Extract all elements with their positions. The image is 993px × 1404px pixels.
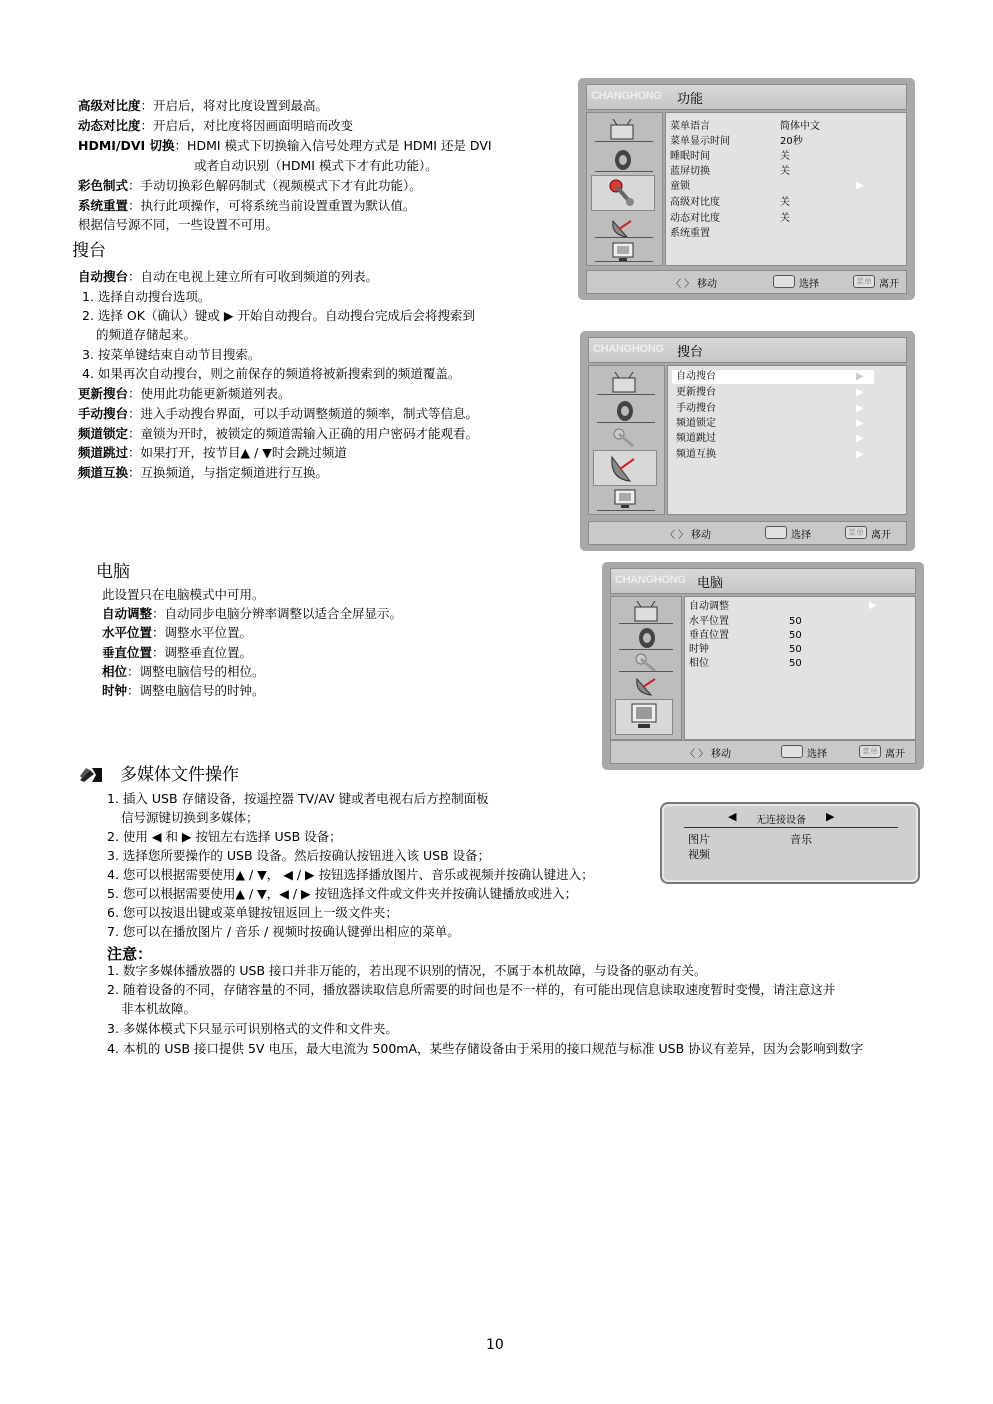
text-line: 频道锁定：童锁为开时，被锁定的频道需输入正确的用户密码才能观看。: [78, 426, 479, 441]
sound-speaker-icon[interactable]: [607, 149, 639, 171]
menu-key-icon: 菜单: [853, 275, 875, 288]
text-line: 3. 多媒体模式下只显示可识别格式的文件和文件夹。: [107, 1021, 398, 1036]
menu-item-label[interactable]: 动态对比度: [670, 213, 720, 224]
menu-item-label[interactable]: 自动调整: [689, 601, 729, 612]
menu-item-label[interactable]: 垂直位置: [689, 630, 729, 641]
submenu-arrow-icon: ▶: [856, 387, 864, 398]
move-arrows-icon: 〈 〉: [671, 279, 695, 290]
function-tools-icon[interactable]: [591, 175, 655, 211]
panel-titlebar: [586, 84, 907, 110]
pc-monitor-icon[interactable]: [607, 241, 639, 263]
menu-body: [684, 596, 916, 740]
text-line: 更新搜台：使用此功能更新频道列表。: [78, 386, 291, 401]
hint-exit: 离开: [879, 279, 899, 290]
note-heading: 注意：: [107, 945, 153, 963]
section-heading-pc: 电脑: [96, 562, 130, 582]
panel-title: 电脑: [697, 576, 724, 591]
tv-picture-icon[interactable]: [631, 601, 663, 623]
menu-item-label[interactable]: 手动搜台: [676, 403, 716, 414]
text-line: 1. 数字多媒体播放器的 USB 接口并非万能的，若出现不识别的情况，不属于本机故障，与设备的驱动有关。: [107, 963, 707, 978]
text-line: 时钟：调整电脑信号的时钟。: [102, 683, 265, 698]
text-line: 动态对比度：开启后，对比度将因画面明暗而改变: [78, 118, 354, 133]
menu-item-label[interactable]: 频道锁定: [676, 418, 716, 429]
menu-item-label[interactable]: 自动搜台: [676, 371, 716, 382]
menu-item-label[interactable]: 蓝屏切换: [670, 166, 710, 177]
menu-item-value: 50: [789, 616, 802, 627]
move-arrows-icon: 〈 〉: [665, 530, 689, 541]
menu-item-value: 20秒: [780, 136, 803, 147]
text-line: 系统重置：执行此项操作，可将系统当前设置重置为默认值。: [78, 198, 416, 213]
hint-select: 选择: [791, 530, 811, 541]
note-pen-icon: [78, 766, 104, 784]
text-line: 3. 按菜单键结束自动节目搜索。: [82, 347, 261, 362]
brand-logo: CHANGHONG: [591, 90, 662, 102]
text-line: 高级对比度：开启后，将对比度设置到最高。: [78, 98, 329, 113]
move-arrows-icon: 〈 〉: [685, 749, 709, 760]
menu-item-value: 关: [780, 166, 790, 177]
tv-picture-icon[interactable]: [607, 119, 639, 141]
brand-logo: CHANGHONG: [593, 343, 664, 355]
text-line: 4. 本机的 USB 接口提供 5V 电压，最大电流为 500mA，某些存储设备由于采用的接口规范与标准 USB 协议有差异，因为会影响到数字: [107, 1041, 864, 1056]
menu-item-value: 关: [780, 151, 790, 162]
media-item-pictures[interactable]: 图片: [688, 833, 710, 846]
tv-picture-icon[interactable]: [609, 372, 641, 394]
hint-select: 选择: [807, 749, 827, 760]
submenu-arrow-icon: ▶: [869, 600, 877, 611]
pc-monitor-icon[interactable]: [615, 699, 673, 735]
text-line: 水平位置：调整水平位置。: [102, 625, 253, 640]
usb-device-status: 无连接设备: [756, 815, 806, 826]
menu-footer: [588, 521, 907, 545]
text-line: 非本机故障。: [121, 1001, 197, 1016]
menu-item-label[interactable]: 童锁: [670, 181, 690, 192]
hint-exit: 离开: [885, 749, 905, 760]
menu-item-value: 50: [789, 644, 802, 655]
menu-footer: [586, 270, 907, 294]
text-line: 3. 选择您所要操作的 USB 设备。然后按确认按钮进入该 USB 设备；: [107, 848, 491, 863]
submenu-arrow-icon: ▶: [856, 418, 864, 429]
text-line: 1. 选择自动搜台选项。: [82, 289, 211, 304]
media-item-music[interactable]: 音乐: [790, 833, 812, 846]
text-line: 或者自动识别（HDMI 模式下才有此功能）。: [194, 158, 438, 173]
menu-footer: [610, 740, 916, 764]
section-heading-search: 搜台: [72, 241, 106, 261]
menu-item-label[interactable]: 高级对比度: [670, 197, 720, 208]
text-line: 2. 使用 ◀ 和 ▶ 按钮左右选择 USB 设备；: [107, 829, 342, 844]
menu-body: [667, 365, 907, 515]
menu-item-value: 关: [780, 197, 790, 208]
menu-item-label[interactable]: 更新搜台: [676, 387, 716, 398]
sound-speaker-icon[interactable]: [609, 400, 641, 422]
text-line: 7. 您可以在播放图片 / 音乐 / 视频时按确认键弹出相应的菜单。: [107, 924, 460, 939]
text-line: 自动搜台：自动在电视上建立所有可收到频道的列表。: [78, 269, 379, 284]
text-line: 彩色制式：手动切换彩色解码制式（视频模式下才有此功能）。: [78, 178, 422, 193]
menu-item-label[interactable]: 水平位置: [689, 616, 729, 627]
satellite-dish-icon[interactable]: [631, 675, 663, 697]
menu-sidebar: [586, 112, 663, 266]
text-line: 根据信号源不同，一些设置不可用。: [78, 217, 279, 232]
panel-title: 功能: [677, 92, 704, 107]
hint-select: 选择: [799, 279, 819, 290]
text-line: 垂直位置：调整垂直位置。: [102, 645, 253, 660]
menu-key-icon: 菜单: [845, 526, 867, 539]
brand-logo: CHANGHONG: [615, 574, 686, 586]
ok-key-icon: [765, 526, 787, 539]
menu-item-value: 简体中文: [780, 121, 820, 132]
menu-item-label[interactable]: 睡眠时间: [670, 151, 710, 162]
text-line: 4. 如果再次自动搜台，则之前保存的频道将被新搜索到的频道覆盖。: [82, 366, 461, 381]
text-line: 频道互换：互换频道，与指定频道进行互换。: [78, 465, 329, 480]
panel-titlebar: [588, 337, 907, 363]
text-line: 手动搜台：进入手动搜台界面，可以手动调整频道的频率，制式等信息。: [78, 406, 479, 421]
menu-item-label[interactable]: 菜单显示时间: [670, 136, 730, 147]
submenu-arrow-icon: ▶: [856, 371, 864, 382]
prev-device-arrow-icon[interactable]: ◀: [728, 810, 737, 823]
menu-body: [665, 112, 907, 266]
menu-panel-function: [578, 78, 915, 300]
menu-item-label[interactable]: 系统重置: [670, 228, 710, 239]
text-line: 5. 您可以根据需要使用▲ / ▼，◀ / ▶ 按钮选择文件或文件夹并按确认键播放或进入；: [107, 886, 578, 901]
menu-item-label[interactable]: 菜单语言: [670, 121, 710, 132]
menu-item-value: 50: [789, 630, 802, 641]
text-line: 频道跳过：如果打开，按节目▲ / ▼时会跳过频道: [78, 445, 347, 460]
submenu-arrow-icon: ▶: [856, 433, 864, 444]
usb-device-panel: [660, 802, 920, 884]
menu-item-label[interactable]: 相位: [689, 658, 709, 669]
panel-title: 搜台: [677, 345, 704, 360]
menu-key-icon: 菜单: [859, 745, 881, 758]
menu-item-label[interactable]: 频道互换: [676, 449, 716, 460]
menu-panel-search: [580, 331, 915, 551]
section-heading-media: 多媒体文件操作: [120, 765, 239, 785]
menu-item-label[interactable]: 时钟: [689, 644, 709, 655]
text-line: 1. 插入 USB 存储设备，按遥控器 TV/AV 键或者电视右后方控制面板: [107, 791, 489, 806]
function-tools-icon[interactable]: [609, 426, 641, 448]
menu-item-label[interactable]: 频道跳过: [676, 433, 716, 444]
text-line: 2. 随着设备的不同，存储容量的不同，播放器读取信息所需要的时间也是不一样的，有可能出现信息读取速度暂时变慢，请注意这并: [107, 982, 836, 997]
menu-item-value: 关: [780, 213, 790, 224]
text-line: 6. 您可以按退出键或菜单键按钮返回上一级文件夹；: [107, 905, 398, 920]
menu-sidebar: [610, 596, 682, 740]
submenu-arrow-icon: ▶: [856, 180, 864, 191]
text-line: 相位：调整电脑信号的相位。: [102, 664, 265, 679]
submenu-arrow-icon: ▶: [856, 449, 864, 460]
menu-sidebar: [588, 365, 665, 515]
text-line: 自动调整：自动同步电脑分辨率调整以适合全屏显示。: [102, 606, 403, 621]
text-line: 此设置只在电脑模式中可用。: [102, 587, 265, 602]
hint-exit: 离开: [871, 530, 891, 541]
text-line: 信号源键切换到多媒体；: [121, 810, 259, 825]
satellite-dish-icon[interactable]: [607, 217, 639, 239]
page-number: 10: [486, 1337, 504, 1353]
panel-titlebar: [610, 568, 916, 594]
pc-monitor-icon[interactable]: [609, 488, 641, 510]
text-line: HDMI/DVI 切换：HDMI 模式下切换输入信号处理方式是 HDMI 还是 DVI: [78, 138, 492, 153]
hint-move: 移动: [691, 530, 711, 541]
ok-key-icon: [781, 745, 803, 758]
text-line: 4. 您可以根据需要使用▲ / ▼， ◀ / ▶ 按钮选择播放图片、音乐或视频并按确认键进入；: [107, 867, 594, 882]
text-line: 的频道存储起来。: [96, 327, 197, 342]
submenu-arrow-icon: ▶: [856, 403, 864, 414]
text-line: 2. 选择 OK（确认）键或 ▶ 开始自动搜台。自动搜台完成后会将搜索到: [82, 308, 475, 323]
next-device-arrow-icon[interactable]: ▶: [826, 810, 835, 823]
media-item-video[interactable]: 视频: [688, 848, 710, 861]
menu-item-value: 50: [789, 658, 802, 669]
function-tools-icon[interactable]: [631, 651, 663, 673]
sound-speaker-icon[interactable]: [631, 627, 663, 649]
satellite-dish-icon[interactable]: [593, 450, 657, 486]
hint-move: 移动: [697, 279, 717, 290]
ok-key-icon: [773, 275, 795, 288]
hint-move: 移动: [711, 749, 731, 760]
divider: [684, 827, 898, 828]
menu-panel-pc: [602, 562, 924, 770]
